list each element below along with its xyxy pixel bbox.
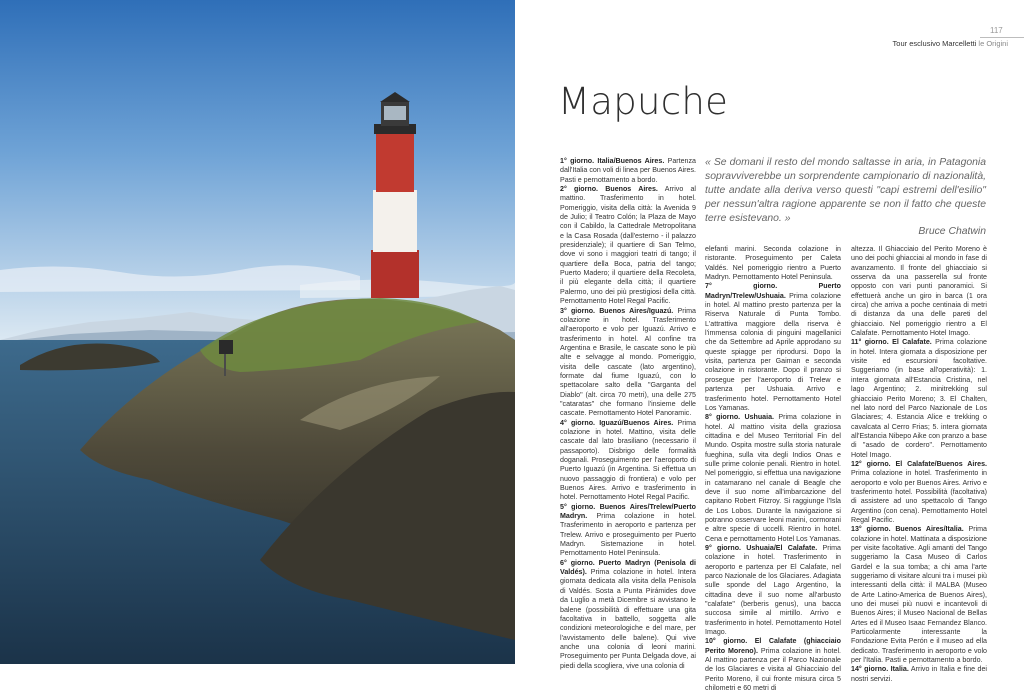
running-title: Tour esclusivo Marcelletti — [892, 39, 977, 48]
day-entry: 14° giorno. Italia. Arrivo in Italia e fine dei nostri servizi. — [851, 665, 988, 683]
itinerary-column-3 — [851, 245, 987, 684]
header-rule — [980, 37, 1024, 38]
day-entry: 1° giorno. Italia/Buenos Aires. Partenza dall'Italia con voli di linea per Buenos Aires. Pasti e pernottamento a bordo. — [560, 157, 696, 184]
page-title: Mapuche — [558, 80, 729, 123]
day-entry: 4° giorno. Iguazú/Buenos Aires. Prima colazione in hotel. Mattino, visita delle cascate dal lato brasiliano (necessario il passaporto). Disbrigo delle formalità doganali. Proseguimento per l'aeroporto di Puerto Iguazú (in Argentina. Si effettua un nuovo passaggio di frontiera) e volo per Buenos Aires. Arrivo e trasferimento in hotel. Pernottamento Hotel Regal Pacific. — [560, 418, 696, 502]
running-header — [893, 39, 1008, 48]
day-entry: 3° giorno. Buenos Aires/Iguazú. Prima colazione in hotel. Trasferimento all'aeroporto e volo per Iguazú. Arrivo e trasferimento in hotel. Al confine tra Argentina e Brasile, le cascate sono le più alte e selvagge al mondo. Pomeriggio, visita delle cascate (lato argentino), formate dal fiume Iguazú, con lo spettacolare salto della "Garganta del Diablo" (alt. circa 70 metri), una delle 275 "cataratas" che formano l'insieme delle cascate. Pernottamento Hotel Panoramic. — [560, 306, 696, 418]
day-entry: 2° giorno. Buenos Aires. Arrivo al mattino. Trasferimento in hotel. Pomeriggio, visita della città: la Avenida 9 de Julio; il Teatro Colón; la Plaza de Mayo con il Cabildo, la Cattedrale Metropolitana e la Casa Rosada (dall'esterno - il palazzo presidenziale); il quartiere di San Telmo, dove vi sono i maggiori teatri di tango; il quartiere della Boca, patria del tango; Puerto Madero; il quartiere della Recoleta, il più elegante della città; il quartiere Palermo, uno dei più prestigiosi della città. Pernottamento Hotel Regal Pacific. — [560, 185, 696, 306]
day-entry: 12° giorno. El Calafate/Buenos Aires. Prima colazione in hotel. Trasferimento in aeroporto e volo per Buenos Aires. Arrivo e trasferimento hotel. Possibilità (facoltativa) di assistere ad uno spettacolo di Tango Argentino (con cena). Pernottamento Hotel Regal Pacific. — [851, 459, 987, 524]
day-entry: 5° giorno. Buenos Aires/Trelew/Puerto Madryn. Prima colazione in hotel. Trasferimento in aeroporto e partenza per Trelew. Arrivo e proseguimento per Puerto Madryn. Sistemazione in hotel. Pernottamento Hotel Peninsula. — [560, 502, 696, 558]
day-entry: elefanti marini. Seconda colazione in ristorante. Proseguimento per Caleta Valdés. Nel pomeriggio rientro a Puerto Madryn. Pernottamento Hotel Peninsula. — [705, 245, 841, 282]
day-entry: 10° giorno. El Calafate (ghiacciaio Perito Moreno). Prima colazione in hotel. Al mattino partenza per il Parco Nazionale de los Glaciares e visita al Ghiacciaio del Perito Moreno, il cui fronte misura circa 5 chilometri e 60 metri di — [705, 637, 841, 693]
day-entry: 7° giorno. Puerto Madryn/Trelew/Ushuaia. Prima colazione in hotel. Al mattino presto partenza per la Riserva Naturale di Punta Tombo. L'attrattiva maggiore della riserva è l'immensa colonia di pinguini magellanici che da Settembre ad Aprile approdano su queste spiagge per riprodursi. Dopo la visita, partenza per Gaiman e seconda colazione in ristorante. Dopo il pranzo si prosegue per l'aeroporto di Trelew e partenza per Ushuaia. Arrivo e trasferimento hotel. Pernottamento Hotel Los Yamanas. — [705, 282, 841, 412]
lighthouse-photo — [0, 0, 515, 664]
epigraph-quote: « Se domani il resto del mondo saltasse in aria, in Patagonia sopravviverebbe un sorprendente campionario di nazionalità, tutte andate alla deriva verso questi "capi estremi dell'esilio" per nessun'altra ragione apparente se non il fatto che queste terre esistevano. » — [705, 157, 986, 224]
day-entry: 6° giorno. Puerto Madryn (Penisola di Valdés). Prima colazione in hotel. Intera giornata dedicata alla visita della Penisola di Valdés. Sosta a Punta Pirámides dove da Luglio a metà Dicembre si avvistano le balene (possibilità di effettuare una gita facoltativa in battello, soggetta alle condizioni meteorologiche e del mare, per l'avvistamento delle balene). Qui vive anche una colonia di leoni marini. Proseguimento per Punta Delgada dove, ai piedi della scogliera, vive una colonia di — [560, 558, 696, 670]
itinerary-column-2 — [705, 245, 841, 694]
running-section: le Origini — [978, 39, 1008, 48]
epigraph-author: Bruce Chatwin — [918, 226, 986, 237]
itinerary-column-1 — [560, 157, 696, 671]
day-entry: altezza. Il Ghiacciaio del Perito Moreno è uno dei pochi ghiacciai al mondo in fase di avanzamento. Il fronte del ghiacciaio si osserva da una passerella sul fronte opposto con vari punti panoramici. Si effettuerà anche un giro in barca (1 ora circa) che arriva a poche centinaia di metri di distanza da una delle pareti del ghiacciaio. Nel pomeriggio rientro a El Calafate. Pernottamento Hotel Imago. — [851, 245, 987, 338]
day-entry: 8° giorno. Ushuaia. Prima colazione in hotel. Al mattino visita della graziosa cittadina e del Museo Territorial Fin del Mundo. Ospita mostre sulla storia naturale fueghina, sulla vita degli Indios Onas e sulle prime colonie penali. Rientro in hotel. Nel pomeriggio, si effettua una navigazione in catamarano nel canale di Beagle che deve il suo nome all'imbarcazione del capitano Robert Fitzroy. Si raggiunge l'Isla de Los Lobos. Durante la navigazione si potranno osservare leoni marini, cormorani e altre specie di uccelli. Rientro in hotel. Cena e pernottamento Hotel Los Yamanas. — [705, 413, 842, 543]
page-number: 117 — [990, 26, 1003, 35]
day-entry: 9° giorno. Ushuaia/El Calafate. Prima colazione in hotel. Trasferimento in aeroporto e partenza per El Calafate, nel parco Nazionale de los Glaciares. Adagiata sulle sponde del Lago Argentino, la cittadina deve il suo nome all'arbusto "calafate" (berberis genus), una bacca succosa simile al mirtillo. Arrivo e trasferimento in hotel. Pernottamento Hotel Imago. — [705, 544, 841, 637]
day-entry: 13° giorno. Buenos Aires/Italia. Prima colazione in hotel. Mattinata a disposizione per visite facoltative. Agli amanti del Tango suggeriamo la Casa Museo di Carlos Gardel e la sua tomba; a chi ama l'arte suggeriamo di visitare alcuni tra i musei più interessanti della città: il MALBA (Museo de Arte Latino-America de Buenos Aires), uno dei musei più nuovi e incantevoli di Buenos Aires; il Museo Nacional de Bellas Artes ed il Museo Isaac Fernandez Blanco. Particolarmente interessante la Fondazione Evita Perón e il museo ad ella dedicato. Trasferimento in aeroporto e volo per l'Italia. Pasti e pernottamento a bordo. — [851, 525, 988, 665]
day-entry: 11° giorno. El Calafate. Prima colazione in hotel. Intera giornata a disposizione per visite ed escursioni facoltative. Suggeriamo (in base all'operatività): 1. intera giornata all'Estancia Cristina, nel lago Argentino; 2. minitrekking sul ghiacciaio Perito Moreno; 3. El Chalten, nel lato nord del Parco Nazionale de Los Glaciares; 4. Estancia Alice e trekking o cavalcata al Cerro Frias; 5. intera giornata all'Estancia Nibepo Aike con pranzo a base di "asado de cordero". Pernottamento Hotel Imago. — [851, 338, 987, 459]
